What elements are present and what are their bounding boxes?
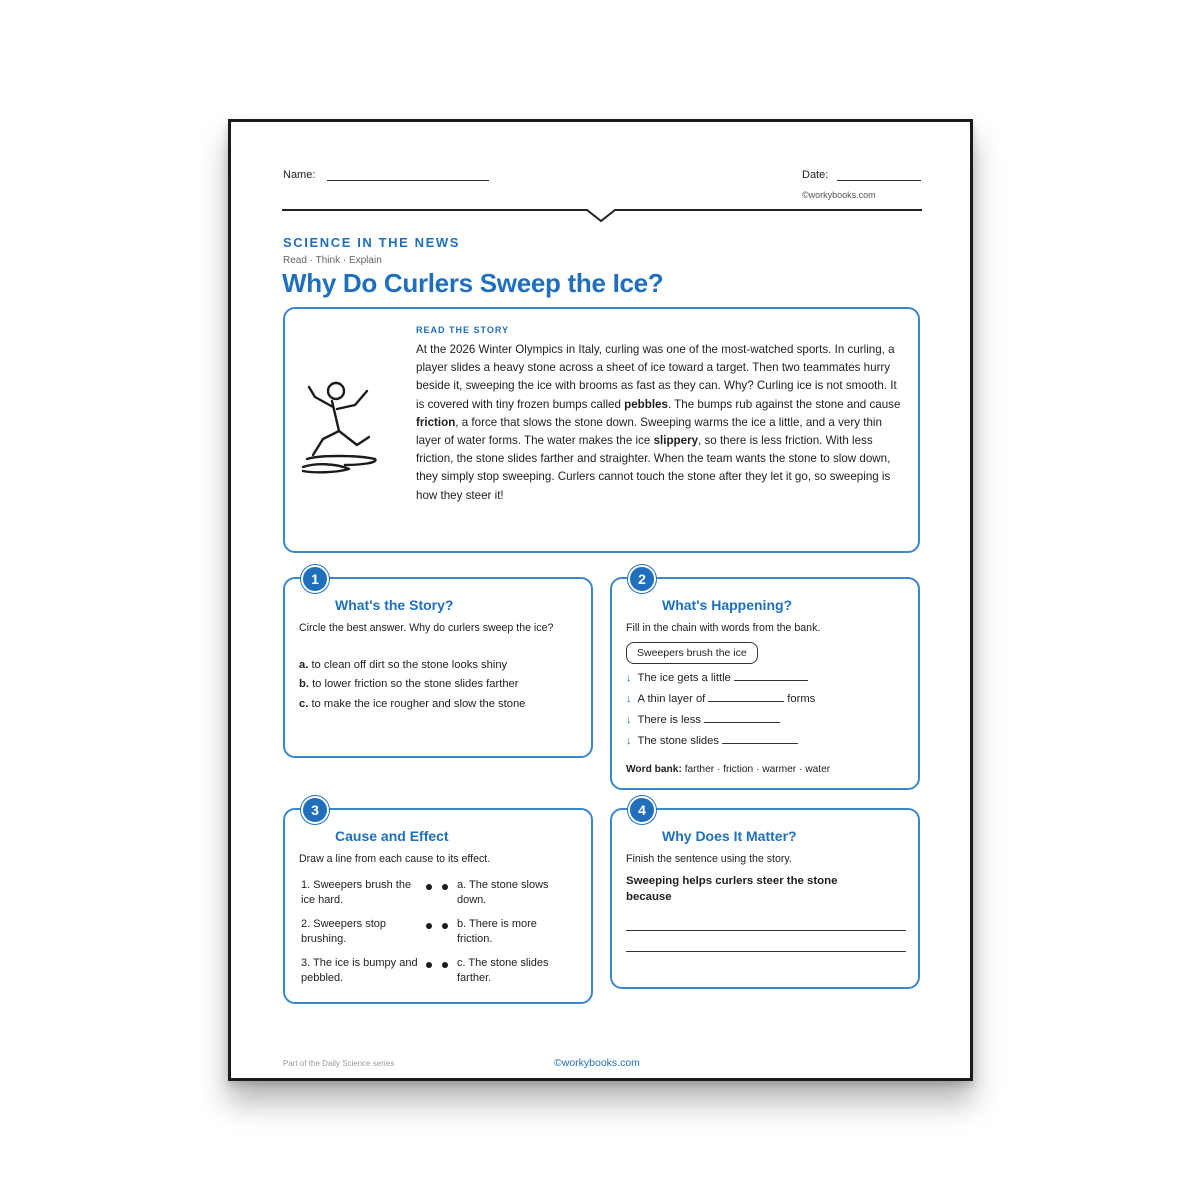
section-number-4: 4 <box>628 796 656 824</box>
section-why-does-it-matter <box>610 808 920 989</box>
story-box <box>283 307 920 553</box>
cause-1: 1. Sweepers brush the ice hard. <box>301 879 412 906</box>
section-number-3: 3 <box>301 796 329 824</box>
section-title: What's the Story? <box>335 597 454 613</box>
subkicker: Read · Think · Explain <box>283 255 382 266</box>
section-instruction: Fill in the chain with words from the bank. <box>626 622 821 634</box>
arrow-down-icon: ↓ <box>626 714 632 726</box>
section-title: What's Happening? <box>662 597 793 613</box>
option-b[interactable]: b. to lower friction so the stone slides farther <box>299 678 519 690</box>
header-copyright: ©workybooks.com <box>802 190 876 200</box>
chain-row: ↓ There is less <box>626 713 783 726</box>
blank-1[interactable] <box>734 671 808 681</box>
blank-3[interactable] <box>704 713 780 723</box>
story-label: READ THE STORY <box>416 325 510 335</box>
cause-dot-2[interactable] <box>426 923 432 929</box>
effect-dot-b[interactable] <box>442 923 448 929</box>
footer-series-note: Part of the Daily Science series <box>283 1059 395 1068</box>
effect-dot-a[interactable] <box>442 884 448 890</box>
chain-row: ↓ The stone slides <box>626 734 801 747</box>
section-instruction: Finish the sentence using the story. <box>626 853 792 865</box>
story-text: At the 2026 Winter Olympics in Italy, curling was one of the most-watched sports. In curling, a player slides a heavy stone across a sheet of ice toward a target. Then two teammates hurry beside it, sweeping the ice with brooms as fast as they can. Why? Curling ice is not smooth. It is covered with tiny frozen bumps called pebbles. The bumps rub against the stone and cause friction, a force that slows the stone down. Sweeping warms the ice a little, and a very thin layer of water forms. The water makes the ice slippery, so there is less friction. With less friction, the stone slides farther and straighter. When the team wants the stone to slow down, they simply stop sweeping. Curlers cannot touch the stone after they let it go, so sweeping is how they steer it! <box>416 343 901 502</box>
blank-4[interactable] <box>722 734 798 744</box>
section-title: Why Does It Matter? <box>662 828 797 844</box>
kicker: SCIENCE IN THE NEWS <box>283 235 461 250</box>
answer-line-1[interactable] <box>626 930 906 931</box>
keyword-friction: friction <box>416 415 456 429</box>
worksheet-page <box>228 119 973 1081</box>
effect-a: a. The stone slows down. <box>457 879 549 906</box>
cause-3: 3. The ice is bumpy and pebbled. <box>301 957 418 984</box>
section-whats-happening <box>610 577 920 790</box>
page-title: Why Do Curlers Sweep the Ice? <box>282 268 664 298</box>
answer-line-2[interactable] <box>626 951 906 952</box>
arrow-down-icon: ↓ <box>626 672 632 684</box>
footer-copyright-link[interactable]: ©workybooks.com <box>554 1057 640 1069</box>
word-bank: Word bank: farther · friction · warmer · water <box>626 764 831 775</box>
chain-start: Sweepers brush the ice <box>626 642 758 664</box>
section-instruction: Draw a line from each cause to its effect. <box>299 853 491 865</box>
chain-row: ↓ The ice gets a little <box>626 671 811 684</box>
option-a[interactable]: a. to clean off dirt so the stone looks shiny <box>299 659 508 671</box>
name-line[interactable] <box>327 180 489 181</box>
cause-dot-3[interactable] <box>426 962 432 968</box>
section-instruction: Circle the best answer. Why do curlers sweep the ice? <box>299 622 554 634</box>
section-cause-and-effect <box>283 808 593 1004</box>
date-label: Date: <box>802 169 829 181</box>
effect-b: b. There is more friction. <box>457 918 537 945</box>
section-number-1: 1 <box>301 565 329 593</box>
keyword-slippery: slippery <box>653 434 699 448</box>
cause-dot-1[interactable] <box>426 884 432 890</box>
arrow-down-icon: ↓ <box>626 735 632 747</box>
blank-2[interactable] <box>708 692 784 702</box>
cause-2: 2. Sweepers stop brushing. <box>301 918 386 945</box>
effect-c: c. The stone slides farther. <box>457 957 549 984</box>
effect-dot-c[interactable] <box>442 962 448 968</box>
section-title: Cause and Effect <box>335 828 449 844</box>
keyword-pebbles: pebbles <box>624 397 668 411</box>
section-number-2: 2 <box>628 565 656 593</box>
date-line[interactable] <box>837 180 921 181</box>
header-divider <box>281 206 923 228</box>
sentence-prompt: Sweeping helps curlers steer the stone because <box>626 875 838 903</box>
option-c[interactable]: c. to make the ice rougher and slow the stone <box>299 698 526 710</box>
slipping-person-icon <box>299 379 383 477</box>
name-label: Name: <box>283 169 316 181</box>
section-whats-the-story <box>283 577 593 758</box>
chain-row: ↓ A thin layer of forms <box>626 693 816 705</box>
arrow-down-icon: ↓ <box>626 693 632 705</box>
